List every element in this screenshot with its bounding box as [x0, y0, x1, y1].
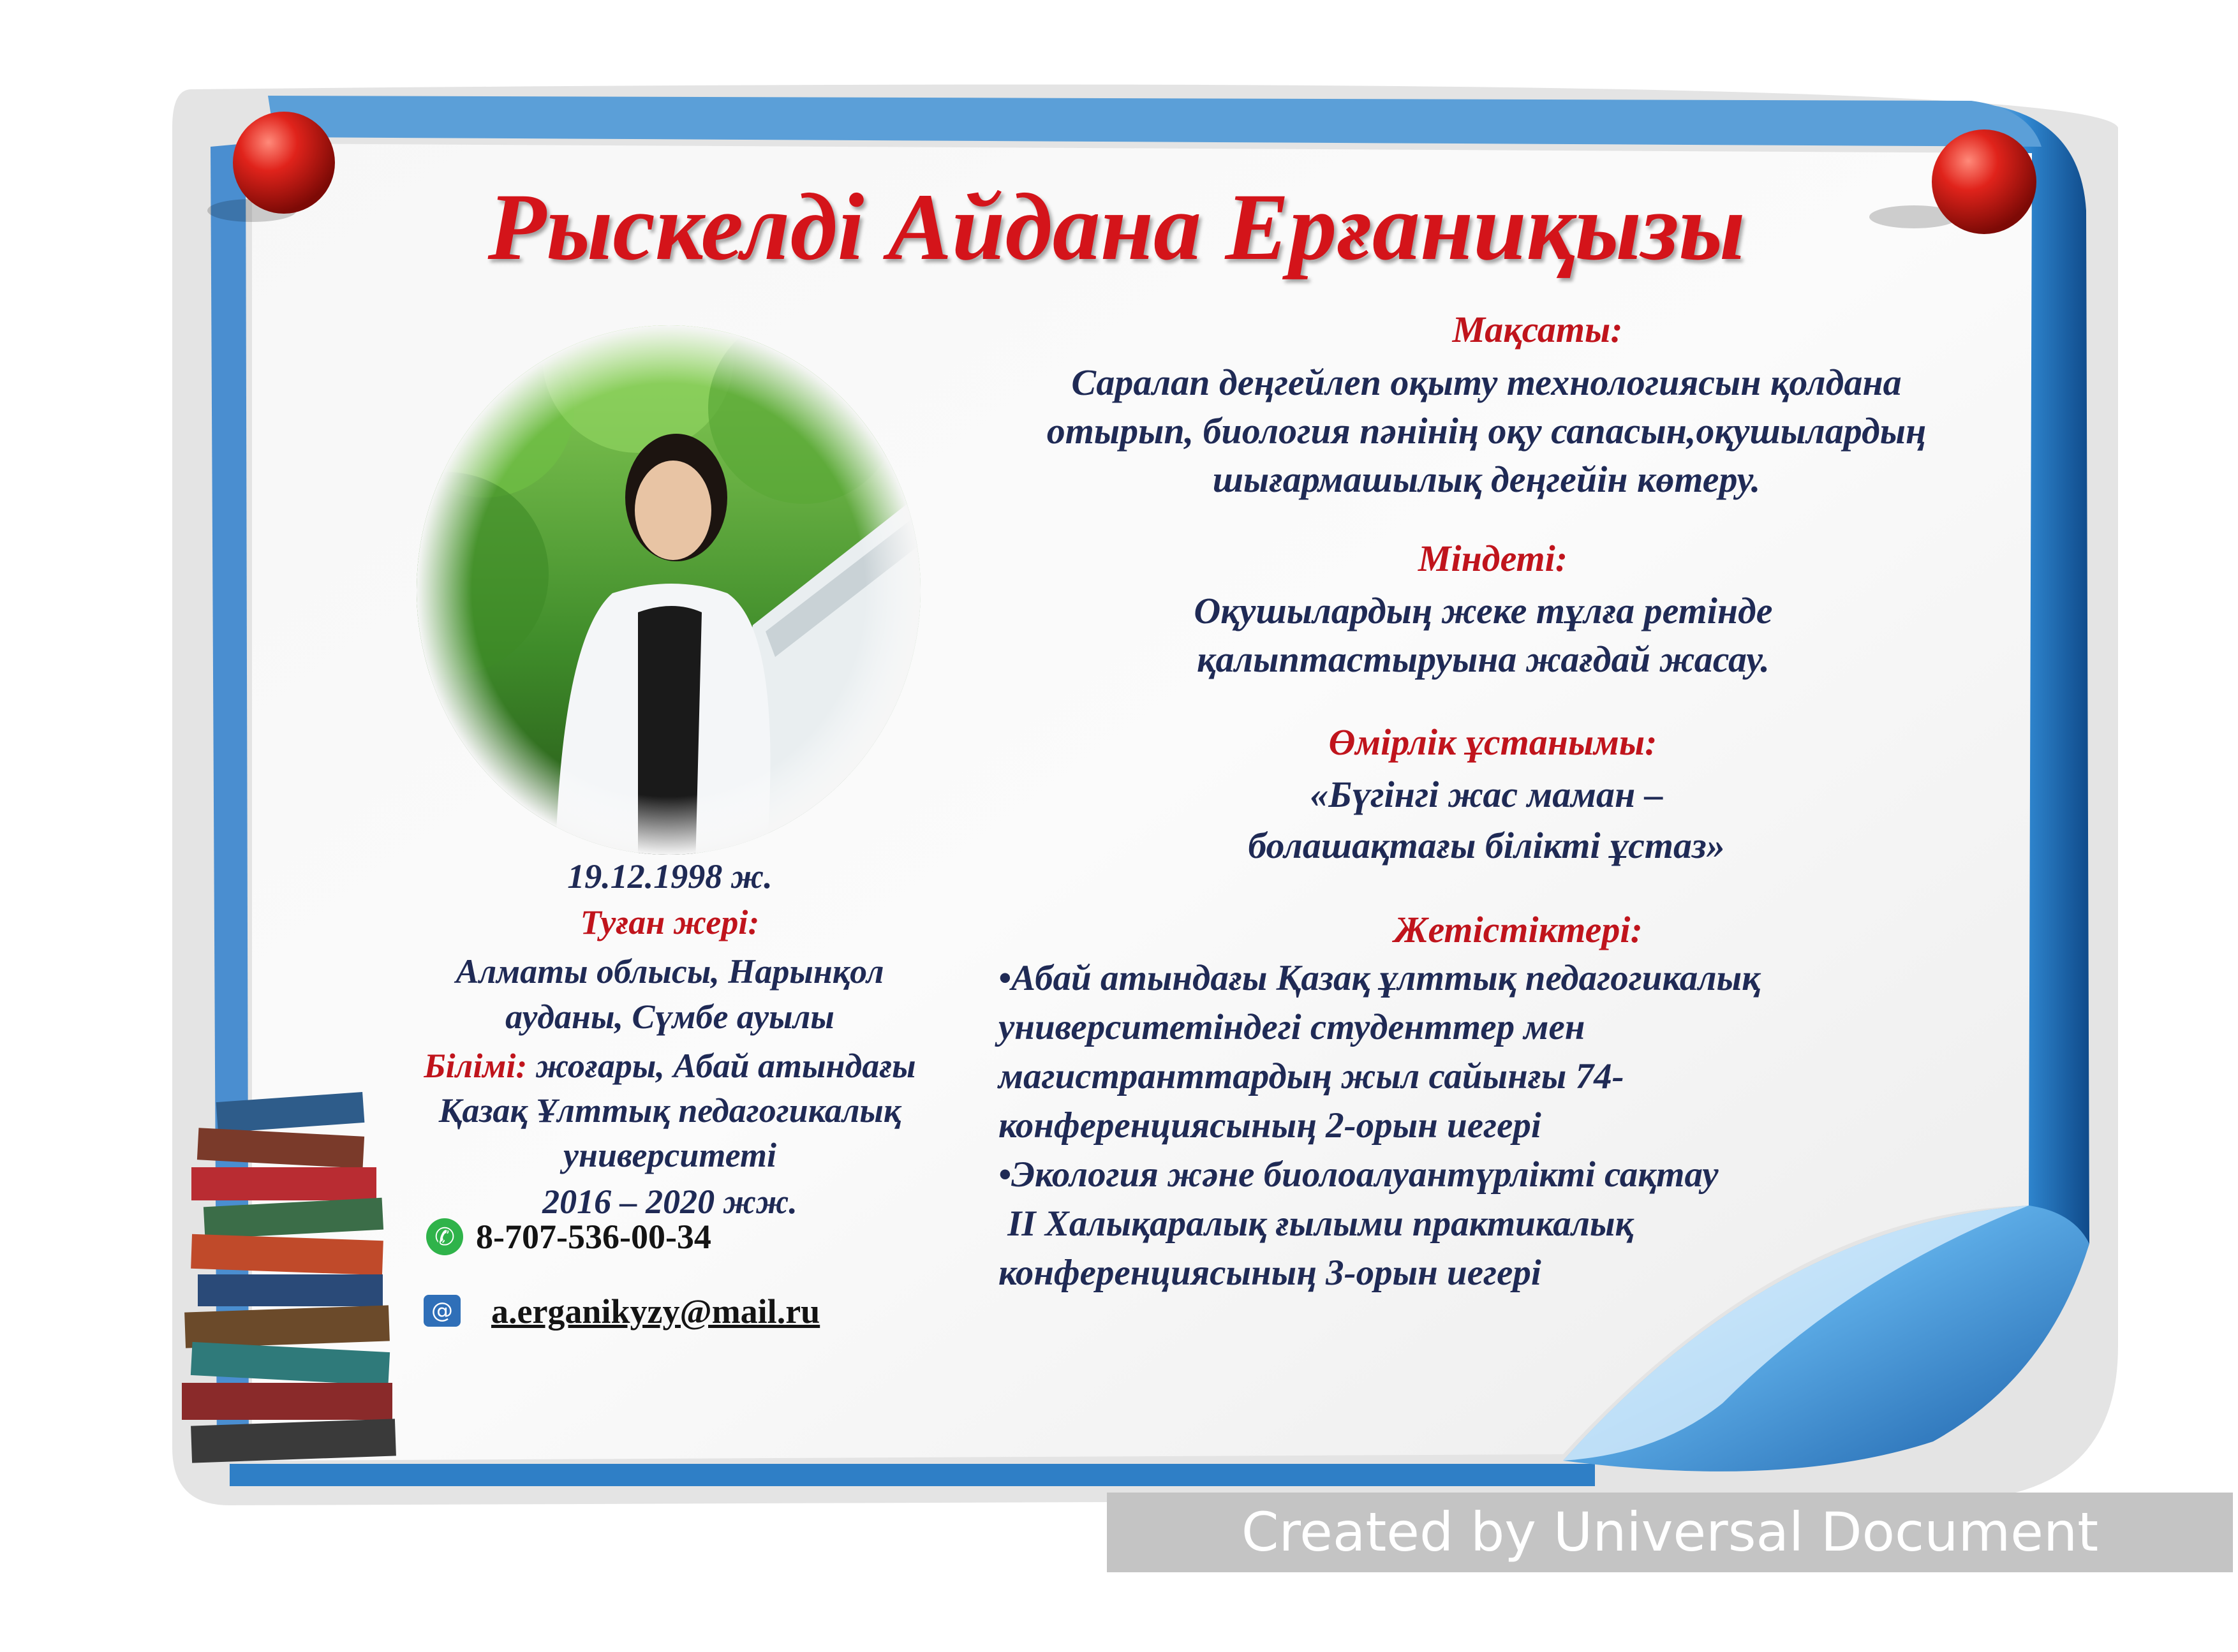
goal-line-1: Саралап деңгейлеп оқыту технологиясын қолдана: [1071, 362, 1902, 403]
education-label: Білімі:: [424, 1047, 528, 1085]
birthplace-line-1: Алматы облысы, Нарынқол: [456, 952, 884, 991]
task-line-1: Оқушылардың жеке тұлға ретінде: [1194, 590, 1773, 631]
goal-line-2: отырып, биология пәнінің оқу сапасын,оқушылардың: [1046, 410, 1927, 452]
birth-date: 19.12.1998 ж.: [567, 857, 773, 896]
achievement-line: университетіндегі студенттер мен: [998, 1007, 1585, 1047]
goal-line-3: шығармашылық деңгейін көтеру.: [1212, 459, 1761, 500]
task-line-2: қалыптастыруына жағдай жасау.: [1197, 638, 1770, 680]
phone-number: 8-707-536-00-34: [476, 1218, 711, 1256]
education-years: 2016 – 2020 жж.: [542, 1183, 797, 1221]
person-name: Рыскелді Айдана Ерғаниқызы: [487, 174, 1745, 280]
watermark: Created by Universal Document Converter: [1107, 1493, 2233, 1572]
whatsapp-icon: ✆: [426, 1218, 463, 1255]
education-line-3: университеті: [563, 1136, 776, 1174]
motto-line-2: болашақтағы білікті ұстаз»: [1248, 825, 1725, 866]
achievements-label: Жетістіктері:: [1394, 909, 1643, 950]
motto-line-1: «Бүгінгі жас маман –: [1310, 774, 1663, 815]
achievement-line: •Экология және биолоалуантүрлікті сақтау: [998, 1154, 1719, 1195]
email-link[interactable]: a.erganikyzy@mail.ru: [491, 1292, 820, 1331]
mail-icon: @: [424, 1295, 461, 1327]
education-line-2: Қазақ Ұлттық педагогикалық: [438, 1091, 901, 1130]
motto-label: Өмірлік ұстанымы:: [1328, 721, 1657, 763]
achievement-line: конференциясының 3-орын иегері: [998, 1253, 1541, 1293]
task-label: Міндеті:: [1418, 538, 1568, 579]
achievement-line: магистранттардың жыл сайынғы 74-: [998, 1056, 1624, 1096]
achievement-line: ІІ Халықаралық ғылыми практикалық: [998, 1204, 1634, 1244]
achievement-line: конференциясының 2-орын иегері: [998, 1105, 1541, 1146]
birthplace-line-2: ауданы, Сүмбе ауылы: [505, 998, 834, 1036]
birthplace-label: Туған жері:: [580, 903, 760, 941]
education-line-1: [383, 1043, 957, 1089]
achievements-list: [998, 954, 1904, 1297]
education-first: жоғары, Абай атындағы: [527, 1047, 916, 1085]
goal-label: Мақсаты:: [1452, 309, 1623, 350]
achievement-line: •Абай атындағы Қазақ ұлттық педагогикалық: [998, 958, 1761, 998]
